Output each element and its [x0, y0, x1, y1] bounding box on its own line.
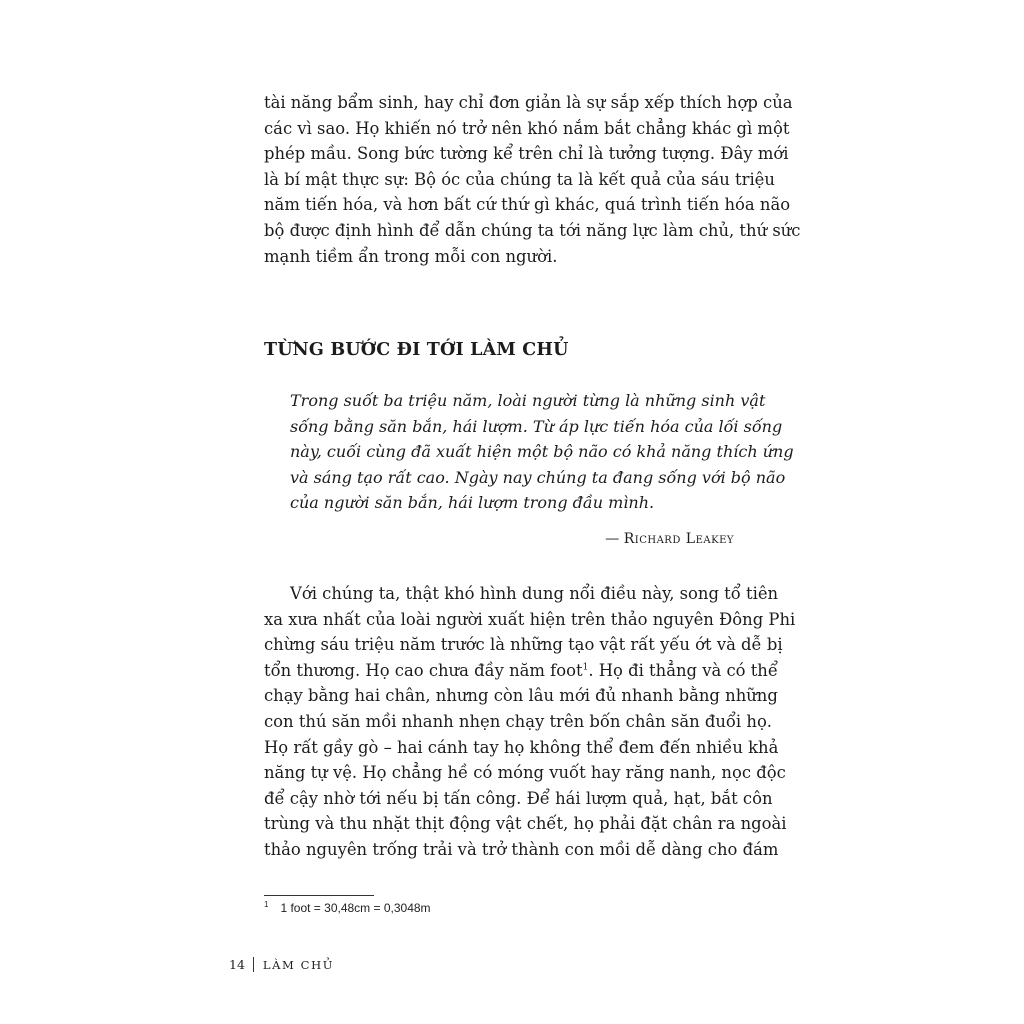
- page-footer: [229, 957, 334, 972]
- epigraph-quote: [290, 388, 794, 516]
- text-fragment: . Họ đi thẳng và có thể: [588, 660, 778, 680]
- footnote-text: 1 foot = 30,48cm = 0,3048m: [280, 901, 431, 915]
- footer-separator: [253, 957, 254, 972]
- text-line: trùng và thu nhặt thịt động vật chết, họ phải đặt chân ra ngoài: [264, 814, 787, 834]
- footnote: [264, 900, 431, 915]
- quote-line: Trong suốt ba triệu năm, loài người từng là những sinh vật: [290, 391, 766, 410]
- text-fragment: tổn thương. Họ cao chưa đầy năm foot: [264, 660, 583, 680]
- attribution-dash: —: [605, 531, 620, 547]
- footnote-divider: [264, 895, 374, 896]
- text-line: xa xưa nhất của loài người xuất hiện trên thảo nguyên Đông Phi: [264, 609, 796, 629]
- text-line: năm tiến hóa, và hơn bất cứ thứ gì khác, quá trình tiến hóa não: [264, 195, 791, 215]
- quote-attribution: [605, 531, 734, 547]
- text-line: Với chúng ta, thật khó hình dung nổi điều này, song tổ tiên: [290, 584, 779, 603]
- quote-line: sống bằng săn bắn, hái lượm. Từ áp lực tiến hóa của lối sống: [290, 416, 783, 436]
- footnote-mark: 1: [264, 900, 269, 909]
- running-head: LÀM CHỦ: [262, 958, 334, 972]
- quote-line: và sáng tạo rất cao. Ngày nay chúng ta đang sống với bộ não: [290, 467, 786, 487]
- text-line: Họ rất gầy gò – hai cánh tay họ không thể đem đến nhiều khả: [264, 737, 779, 757]
- text-line: là bí mật thực sự: Bộ óc của chúng ta là kết quả của sáu triệu: [264, 169, 775, 189]
- text-line: tài năng bẩm sinh, hay chỉ đơn giản là sự sắp xếp thích hợp của: [264, 93, 793, 112]
- text-line: thảo nguyên trống trải và trở thành con mồi dễ dàng cho đám: [264, 839, 779, 859]
- text-line: con thú săn mồi nhanh nhẹn chạy trên bốn chân săn đuổi họ.: [264, 711, 773, 731]
- attribution-author: Richard Leakey: [623, 531, 734, 547]
- page-number: 14: [229, 957, 245, 972]
- paragraph-intro: [264, 90, 801, 269]
- text-line: chừng sáu triệu năm trước là những tạo vật rất yếu ớt và dễ bị: [264, 635, 783, 655]
- section-heading: TỪNG BƯỚC ĐI TỚI LÀM CHỦ: [264, 340, 569, 360]
- quote-line: của người săn bắn, hái lượm trong đầu mình.: [290, 493, 655, 513]
- paragraph-main: [264, 581, 796, 863]
- quote-line: này, cuối cùng đã xuất hiện một bộ não có khả năng thích ứng: [290, 442, 794, 462]
- text-line: để cậy nhờ tới nếu bị tấn công. Để hái lượm quả, hạt, bắt côn: [264, 788, 773, 808]
- text-line: bộ được định hình để dẫn chúng ta tới năng lực làm chủ, thứ sức: [264, 220, 801, 240]
- text-line: phép mầu. Song bức tường kể trên chỉ là tưởng tượng. Đây mới: [264, 144, 789, 164]
- text-line: mạnh tiềm ẩn trong mỗi con người.: [264, 246, 558, 266]
- text-line: các vì sao. Họ khiến nó trở nên khó nắm bắt chẳng khác gì một: [264, 118, 790, 138]
- text-line: chạy bằng hai chân, nhưng còn lâu mới đủ nhanh bằng những: [264, 686, 778, 706]
- text-line: năng tự vệ. Họ chẳng hề có móng vuốt hay răng nanh, nọc độc: [264, 763, 786, 783]
- footnote-reference[interactable]: 1: [582, 662, 589, 673]
- text-line: [264, 658, 778, 684]
